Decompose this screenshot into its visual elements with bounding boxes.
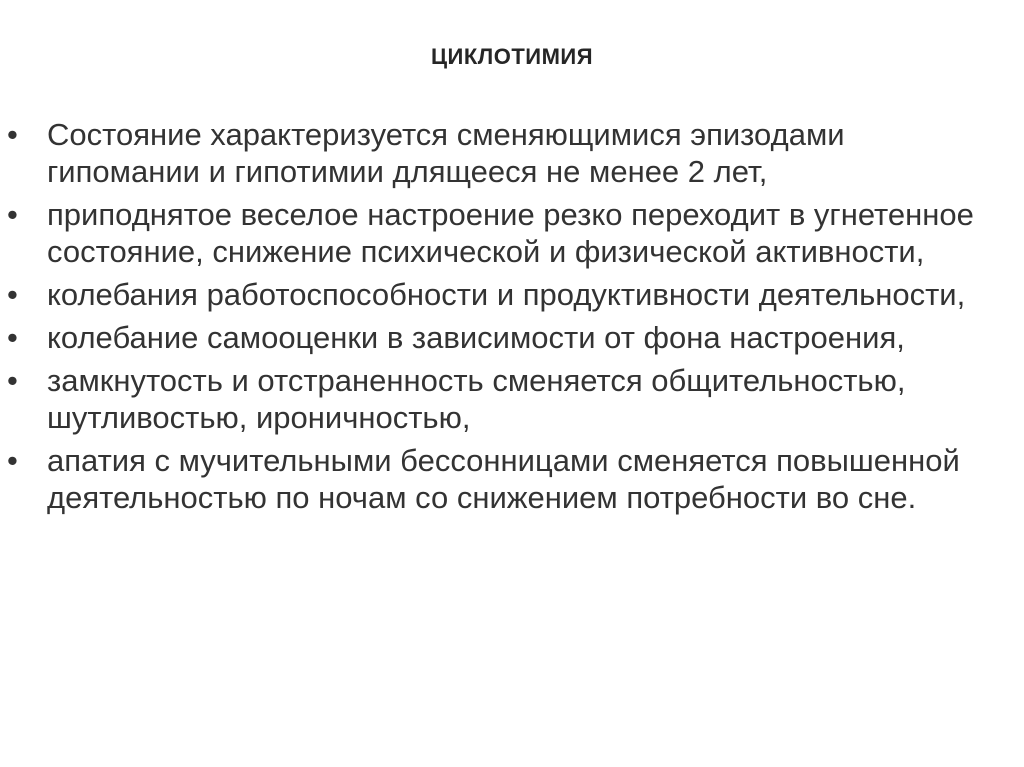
- bullet-text: замкнутость и отстраненность сменяется общительностью, шутливостью, ироничностью,: [47, 363, 906, 435]
- list-item: [0, 116, 1024, 190]
- bullet-dot-icon: •: [7, 197, 18, 232]
- bullet-text: колебания работоспособности и продуктивности деятельности,: [47, 277, 966, 312]
- list-item: [0, 319, 1024, 356]
- bullet-text: Состояние характеризуется сменяющимися эпизодами гипомании и гипотимии длящееся не менее 2 лет,: [47, 117, 845, 189]
- bullet-text: приподнятое веселое настроение резко переходит в угнетенное состояние, снижение психической и физической активности,: [47, 197, 974, 269]
- list-item: [0, 362, 1024, 436]
- bullet-dot-icon: •: [7, 277, 18, 312]
- bullet-text: колебание самооценки в зависимости от фона настроения,: [47, 320, 905, 355]
- bullet-text: апатия с мучительными бессонницами сменяется повышенной деятельностью по ночам со снижением потребности во сне.: [47, 443, 960, 515]
- bullet-list: [0, 116, 1024, 522]
- bullet-dot-icon: •: [7, 117, 18, 152]
- bullet-dot-icon: •: [7, 320, 18, 355]
- list-item: [0, 196, 1024, 270]
- list-item: [0, 442, 1024, 516]
- slide-title: ЦИКЛОТИМИЯ: [430, 44, 594, 69]
- list-item: [0, 276, 1024, 313]
- bullet-dot-icon: •: [7, 443, 18, 478]
- bullet-dot-icon: •: [7, 363, 18, 398]
